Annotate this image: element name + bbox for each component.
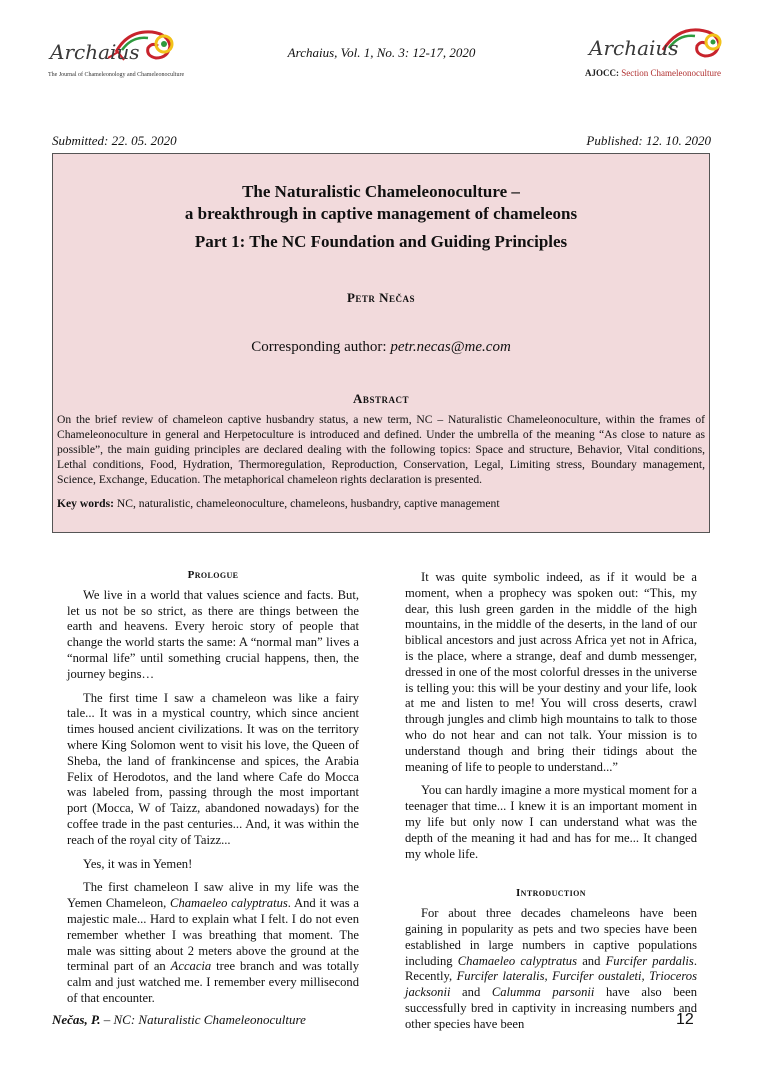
paragraph: [405, 906, 697, 1032]
running-footer: [52, 1012, 306, 1028]
section-name: Section Chameleonoculture: [621, 68, 721, 78]
abstract-box: [52, 153, 710, 533]
paragraph: The first time I saw a chameleon was like a fairy tale... It was in a mystical country, which since ancient times housed ancient civilizations. It was on the territory where King Solomon went to visit his love, the Queen of Sheba, the land of frankincense and spices, the Arabia Felix of Herodotos, and the land where Cafe do Mocca was labeled from, passing through the most important port (Mocca, W of Taizz, abandoned nowadays) for the coffee trade in the past centuries... And, it was within the reach of the royal city of Taizz...: [67, 690, 359, 847]
logo-section-subtitle: [585, 68, 721, 78]
keywords: [57, 497, 705, 510]
journal-logo-right: [585, 22, 735, 78]
text-run: . Recently,: [405, 953, 697, 984]
species-name: Chamaeleo calyptratus: [170, 896, 288, 911]
section-code: AJOCC:: [585, 68, 619, 78]
species-name: Furcifer lateralis, Furcifer oustaleti, Trioceros jacksonii: [405, 969, 697, 1000]
corresponding-label: Corresponding author:: [251, 339, 391, 355]
species-name: Chamaeleo calyptratus: [457, 953, 578, 968]
paragraph: We live in a world that values science and facts. But, let us not be so strict, as there are things between the earth and heavens. Every heroic story of people that change the world starts the same: A “normal man” lives a “normal life” until something crucial happens, then, the journey begins…: [67, 587, 359, 681]
paper-subtitle: Part 1: The NC Foundation and Guiding Principles: [194, 232, 568, 251]
footer-author: Nečas, P.: [52, 1012, 101, 1027]
logo-wordmark: Archaius: [50, 40, 140, 64]
corresponding-email[interactable]: petr.necas@me.com: [390, 339, 511, 355]
genus-name: Accacia: [170, 959, 212, 974]
keywords-label: Key words:: [57, 497, 114, 510]
submitted-date: Submitted: 22. 05. 2020: [52, 133, 177, 148]
section-heading-prologue: Prologue: [187, 569, 239, 581]
abstract-heading: Abstract: [353, 391, 409, 406]
species-name: Calumma parsonii: [491, 985, 595, 1000]
abstract-text: On the brief review of chameleon captive husbandry status, a new term, NC – Naturalistic Chameleonoculture, within the frames of Chameleonoculture in general and Herpetoculture is introduced and defined. Under the umbrella of the meaning “As close to nature as possible”, the main guiding principles are declared dealing with the following topics: Space and structure, Behavior, Vital conditions, Lethal conditions, Food, Hydration, Thermoregulation, Reproduction, Conservation, Legal, Limiting stress, Boundary management, Science, Exchange, Education. The metaphorical chameleon rights declaration is presented.: [57, 413, 705, 486]
text-run: and: [450, 985, 492, 1000]
paragraph: You can hardly imagine a more mystical moment for a teenager that time... I knew it is an important moment in my life but only now I can understand what was the depth of the meaning it had and has for me... It changed my whole life.: [405, 783, 697, 861]
paragraph: It was quite symbolic indeed, as if it would be a moment, when a prophecy was spoken out: “This, my dear, this lush green garden in the middle of the high mountains, in the middle of the deserts, in the land of our biblical ancestors and just across Africa yet not in Africa, is the place, where a strange, deaf and dumb messenger, dressed in one of the most colorful dresses in the universe is telling you: this will be your destiny and your life, look at me and listen to me! You will cross deserts, crawl through jungles and climb high mountains to talk to those who do not hear and can not talk. Your mission is to understand though and bring their tidings about the meaning of life to people to understand...”: [405, 570, 697, 774]
footer-title: – NC: Naturalistic Chameleonoculture: [100, 1012, 306, 1027]
paragraph: [67, 880, 359, 1006]
left-column: [67, 568, 359, 1015]
text-run: tree branch and was totally calm and just watched me. I remember every millisecond of that encounter.: [67, 959, 360, 1005]
logo-wordmark: Archaius: [589, 36, 679, 60]
keywords-text: NC, naturalistic, chameleonoculture, chameleons, husbandry, captive management: [114, 497, 500, 510]
section-heading-introduction: Introduction: [516, 887, 586, 900]
text-run: and: [577, 953, 606, 968]
text-run: . And it was a majestic male... Hard to explain what I felt. I do not even remember whether I was breathing that moment. The male was sitting about 2 meters above the ground at the terminal part of an: [67, 896, 359, 974]
corresponding-author: [53, 339, 709, 356]
species-name: Furcifer pardalis: [605, 953, 694, 968]
logo-subtitle: The Journal of Chameleonology and Chameleonoculture: [48, 72, 185, 78]
journal-citation: Archaius, Vol. 1, No. 3: 12-17, 2020: [287, 45, 476, 60]
published-date: Published: 12. 10. 2020: [586, 133, 711, 148]
paper-title-line-2: a breakthrough in captive management of chameleons: [184, 204, 578, 223]
right-column: [405, 570, 697, 1041]
text-run: For about three decades chameleons have been gaining in popularity as pets and two species have been established in large numbers in captive populations including: [405, 906, 697, 968]
author-name: Petr Nečas: [346, 290, 416, 305]
text-run: The first chameleon I saw alive in my life was the Yemen Chameleon,: [67, 880, 359, 911]
paragraph: Yes, it was in Yemen!: [83, 856, 193, 871]
page-number: 12: [676, 1011, 694, 1028]
text-run: have also been successfully bred in captivity in increasing numbers and other species have been: [405, 985, 698, 1031]
paper-title-line-1: The Naturalistic Chameleonoculture –: [242, 182, 520, 201]
